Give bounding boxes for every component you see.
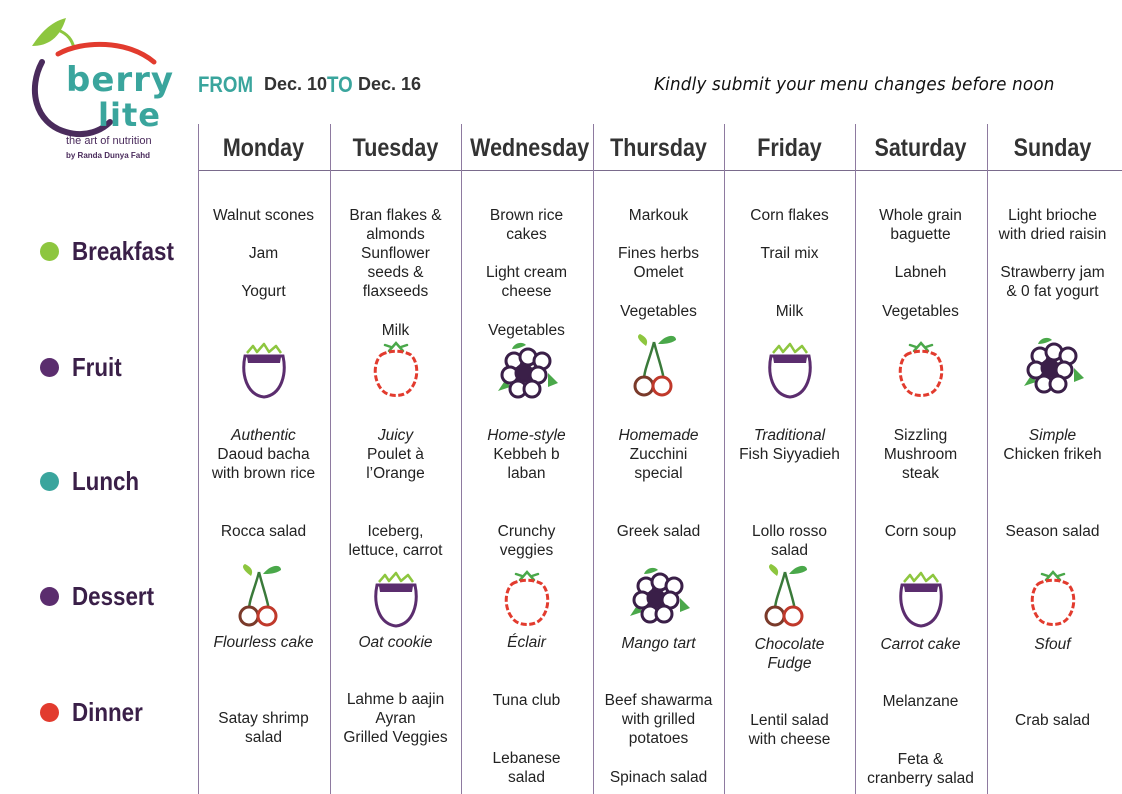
plum-icon bbox=[361, 566, 431, 636]
grapes-icon bbox=[492, 337, 562, 407]
breakfast-item: Yogurt bbox=[241, 283, 286, 300]
submission-note: Kindly submit your menu changes before noon bbox=[654, 74, 1055, 95]
breakfast-item: Fines herbs Omelet bbox=[618, 245, 699, 281]
dessert-item: Oat cookie bbox=[358, 634, 433, 651]
dinner-item: Spinach salad bbox=[609, 769, 708, 786]
breakfast-item: Milk bbox=[775, 303, 804, 320]
lunch-side: Iceberg, lettuce, carrot bbox=[348, 523, 443, 559]
raspberry-icon bbox=[886, 337, 956, 407]
meal-row-fruit bbox=[40, 352, 130, 382]
lunch-dish: Daoud bacha with brown rice bbox=[211, 446, 316, 482]
from-date: Dec. 10 bbox=[264, 74, 328, 94]
breakfast-item: Strawberry jam & 0 fat yogurt bbox=[1000, 264, 1105, 300]
day-header-saturday: Saturday bbox=[874, 134, 967, 162]
lunch-dish: Sizzling Mushroom steak bbox=[883, 427, 958, 482]
dinner-item: Melanzane bbox=[882, 693, 959, 710]
dessert-item: Chocolate Fudge bbox=[754, 636, 825, 672]
from-label: FROM bbox=[198, 72, 254, 97]
breakfast-item: Jam bbox=[248, 245, 279, 262]
lunch-side: Lollo rosso salad bbox=[752, 523, 827, 559]
breakfast-item: Markouk bbox=[628, 207, 689, 224]
brand-logo bbox=[28, 18, 178, 168]
dinner-item: Feta & cranberry salad bbox=[867, 751, 974, 787]
day-header-tuesday: Tuesday bbox=[352, 134, 439, 162]
breakfast-item: Trail mix bbox=[760, 245, 819, 262]
lunch-style: Simple bbox=[1028, 427, 1077, 444]
grapes-icon bbox=[1018, 332, 1088, 402]
breakfast-item: Bran flakes & almonds Sunflower seeds & flaxseeds bbox=[349, 207, 442, 300]
dessert-item: Sfouf bbox=[1034, 636, 1071, 653]
lunch-side: Crunchy veggies bbox=[497, 523, 556, 559]
lunch-style: Home-style bbox=[487, 427, 566, 444]
cherry-icon bbox=[229, 562, 299, 632]
header-divider bbox=[198, 170, 1122, 171]
meal-dot-lunch bbox=[40, 472, 59, 491]
dinner-item: Beef shawarma with grilled potatoes bbox=[604, 692, 713, 747]
breakfast-item: Vegetables bbox=[620, 303, 697, 320]
day-header-thursday: Thursday bbox=[610, 134, 707, 162]
brand-word-berry: berry bbox=[66, 60, 175, 100]
lunch-side: Season salad bbox=[1005, 523, 1100, 540]
lunch-style: Juicy bbox=[377, 427, 414, 444]
lunch-dish: Fish Siyyadieh bbox=[739, 446, 840, 463]
cherry-icon bbox=[755, 562, 825, 632]
plum-icon bbox=[886, 566, 956, 636]
dessert-item: Carrot cake bbox=[880, 636, 961, 653]
dinner-item: Satay shrimp salad bbox=[218, 710, 309, 746]
brand-byline: by Randa Dunya Fahd bbox=[66, 151, 151, 160]
breakfast-item: Whole grain baguette bbox=[879, 207, 962, 243]
meal-dot-breakfast bbox=[40, 242, 59, 261]
lunch-dish: Kebbeh b laban bbox=[493, 446, 560, 482]
day-header-friday: Friday bbox=[757, 134, 822, 162]
breakfast-item: Brown rice cakes bbox=[489, 207, 564, 243]
breakfast-item: Walnut scones bbox=[212, 207, 315, 224]
breakfast-item: Light brioche with dried raisin bbox=[998, 207, 1107, 243]
raspberry-icon bbox=[361, 337, 431, 407]
meal-dot-dinner bbox=[40, 703, 59, 722]
breakfast-item: Vegetables bbox=[882, 303, 959, 320]
lunch-style: Authentic bbox=[231, 427, 296, 444]
plum-icon bbox=[229, 337, 299, 407]
plum-icon bbox=[755, 337, 825, 407]
meal-dot-dessert bbox=[40, 587, 59, 606]
lunch-style: Homemade bbox=[618, 427, 699, 444]
dessert-item: Éclair bbox=[507, 634, 546, 651]
raspberry-icon bbox=[492, 566, 562, 636]
meal-row-dessert bbox=[40, 581, 167, 611]
day-header-sunday: Sunday bbox=[1013, 134, 1092, 162]
dinner-item: Lebanese salad bbox=[492, 750, 561, 786]
lunch-style: Traditional bbox=[753, 427, 826, 444]
grapes-icon bbox=[624, 562, 694, 632]
meal-label-lunch: Lunch bbox=[72, 465, 140, 496]
meal-label-dinner: Dinner bbox=[72, 696, 143, 727]
to-date: Dec. 16 bbox=[358, 74, 422, 94]
meal-dot-fruit bbox=[40, 358, 59, 377]
dessert-item: Mango tart bbox=[621, 635, 696, 652]
breakfast-item: Vegetables bbox=[488, 322, 565, 339]
to-label: TO bbox=[327, 72, 353, 97]
lunch-side: Corn soup bbox=[884, 523, 957, 540]
lunch-side: Rocca salad bbox=[220, 523, 307, 540]
brand-word-lite: lite bbox=[98, 96, 161, 134]
day-header-wednesday: Wednesday bbox=[470, 134, 590, 162]
day-header-monday: Monday bbox=[222, 134, 305, 162]
lunch-dish: Zucchini special bbox=[629, 446, 688, 482]
dessert-item: Flourless cake bbox=[213, 634, 314, 651]
cherry-icon bbox=[624, 332, 694, 402]
meal-row-dinner bbox=[40, 697, 154, 727]
dinner-item: Lentil salad with cheese bbox=[748, 712, 831, 748]
meal-row-lunch bbox=[40, 466, 150, 496]
lunch-dish: Poulet à l’Orange bbox=[366, 446, 425, 482]
breakfast-item: Milk bbox=[381, 322, 410, 339]
meal-label-breakfast: Breakfast bbox=[72, 235, 174, 266]
dinner-item: Tuna club bbox=[492, 692, 561, 709]
meal-label-fruit: Fruit bbox=[72, 351, 122, 382]
lunch-dish: Chicken frikeh bbox=[1003, 446, 1102, 463]
raspberry-icon bbox=[1018, 566, 1088, 636]
breakfast-item: Corn flakes bbox=[750, 207, 829, 224]
dinner-item: Crab salad bbox=[1015, 712, 1090, 729]
breakfast-item: Light cream cheese bbox=[486, 264, 567, 300]
meal-row-breakfast bbox=[40, 236, 191, 266]
breakfast-item: Labneh bbox=[894, 264, 947, 281]
brand-tagline: the art of nutrition bbox=[66, 135, 152, 147]
meal-label-dessert: Dessert bbox=[72, 580, 155, 611]
dinner-item: Lahme b aajin Ayran Grilled Veggies bbox=[343, 691, 448, 746]
lunch-side: Greek salad bbox=[616, 523, 701, 540]
